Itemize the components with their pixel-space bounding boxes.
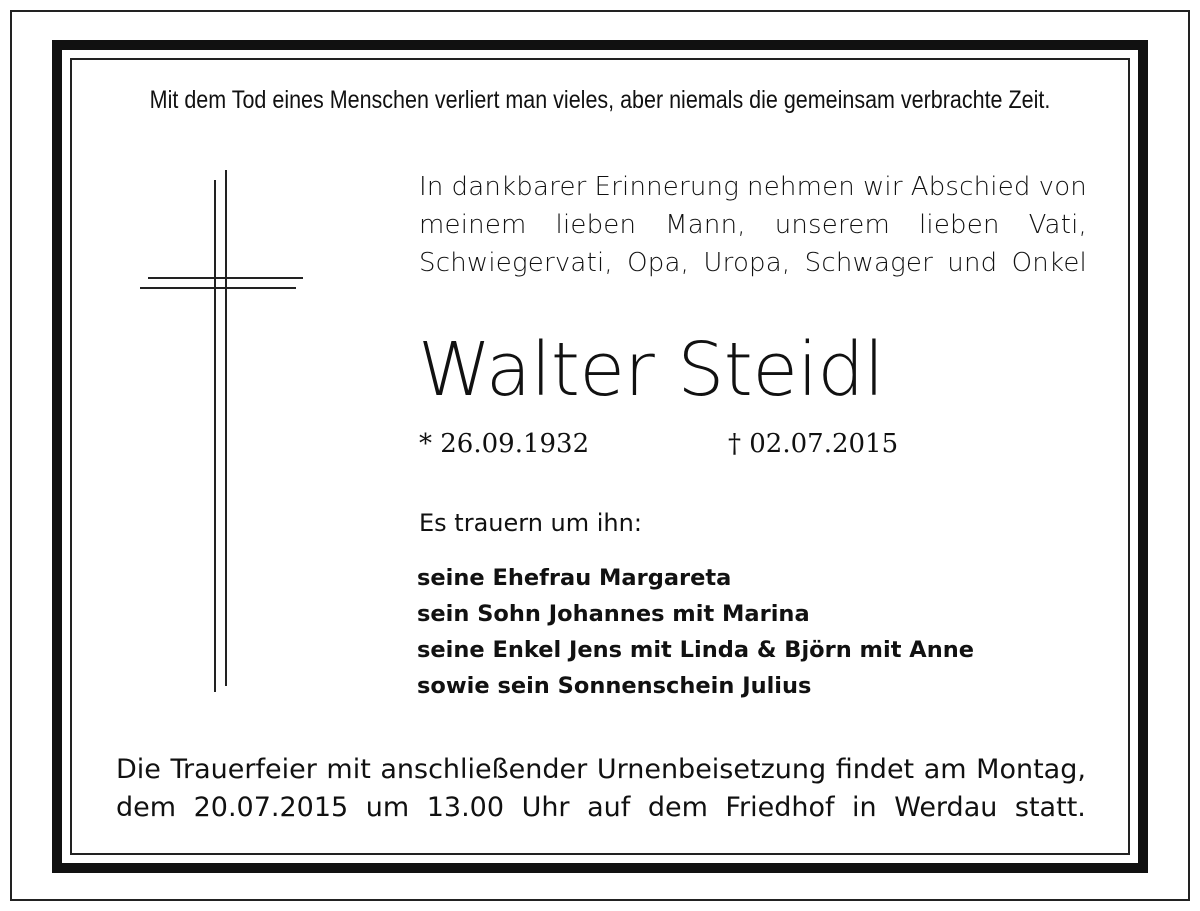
intro-word: Mann, — [665, 210, 746, 240]
intro-word: Vati, — [1028, 210, 1087, 240]
ceremony-word: Urnenbeisetzung — [596, 754, 827, 785]
mourner-item: seine Ehefrau Margareta — [417, 565, 732, 591]
ceremony-word: dem — [116, 792, 177, 823]
ceremony-word: in — [852, 792, 877, 823]
ceremony-word: 20.07.2015 — [193, 792, 349, 823]
motto-text: Mit dem Tod eines Menschen verliert man vieles, aber niemals die gemeinsam verbrachte Zeit. — [149, 86, 1051, 114]
ceremony-line — [116, 751, 1086, 789]
ceremony-word: anschließender — [380, 754, 588, 785]
ceremony-word: Trauerfeier — [170, 754, 317, 785]
ceremony-word: Montag, — [976, 754, 1086, 785]
intro-word: wir — [862, 172, 903, 202]
cross-horizontal-bar-1 — [148, 277, 303, 279]
intro-line — [419, 168, 1087, 206]
ceremony-word: dem — [647, 792, 708, 823]
intro-word: Onkel — [1011, 248, 1087, 278]
mourner-item: sein Sohn Johannes mit Marina — [417, 601, 810, 627]
intro-word: und — [947, 248, 998, 278]
ceremony-line — [116, 789, 1086, 827]
intro-word: nehmen — [747, 172, 855, 202]
ceremony-word: um — [365, 792, 410, 823]
ceremony-word: Werdau — [894, 792, 998, 823]
intro-word: Erinnerung — [594, 172, 740, 202]
intro-word: Uropa, — [703, 248, 791, 278]
ceremony-word: Uhr — [521, 792, 570, 823]
birth-date: * 26.09.1932 — [419, 429, 590, 459]
mourning-label: Es trauern um ihn: — [419, 509, 642, 537]
ceremony-word: 13.00 — [426, 792, 505, 823]
intro-word: In — [419, 172, 444, 202]
intro-word: Schwiegervati, — [419, 248, 613, 278]
intro-word: meinem — [419, 210, 527, 240]
ceremony-word: Friedhof — [725, 792, 835, 823]
intro-line — [419, 206, 1087, 244]
ceremony-word: statt. — [1014, 792, 1086, 823]
intro-word: lieben — [919, 210, 1000, 240]
cross-vertical-bar-1 — [214, 180, 216, 692]
cross-horizontal-bar-2 — [140, 287, 296, 289]
ceremony-word: mit — [326, 754, 371, 785]
deceased-name: Walter Steidl — [418, 327, 884, 413]
cross-vertical-bar-2 — [225, 170, 227, 686]
ceremony-word: auf — [587, 792, 631, 823]
intro-line — [419, 244, 1087, 282]
intro-word: Abschied — [910, 172, 1031, 202]
intro-paragraph — [419, 168, 1087, 282]
ceremony-word: Die — [116, 754, 161, 785]
mourner-item: seine Enkel Jens mit Linda & Björn mit Anne — [417, 637, 975, 663]
intro-word: dankbarer — [451, 172, 587, 202]
ceremony-word: findet — [835, 754, 915, 785]
mourners-list — [417, 560, 974, 704]
intro-word: von — [1038, 172, 1087, 202]
death-date: † 02.07.2015 — [728, 429, 899, 459]
ceremony-paragraph — [116, 751, 1086, 827]
intro-word: unserem — [774, 210, 891, 240]
mourner-item: sowie sein Sonnenschein Julius — [417, 673, 812, 699]
intro-word: Schwager — [804, 248, 934, 278]
ceremony-word: am — [923, 754, 967, 785]
intro-word: Opa, — [627, 248, 690, 278]
intro-word: lieben — [555, 210, 637, 240]
